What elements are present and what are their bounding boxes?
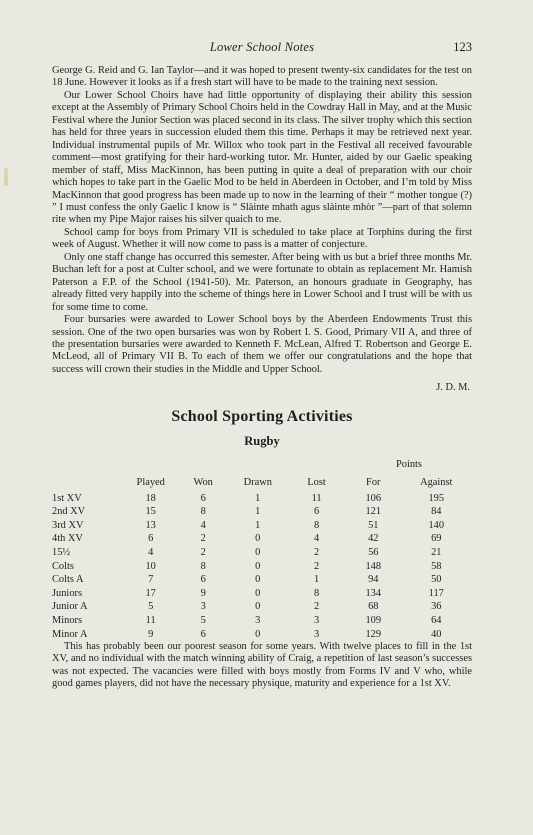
team-cell: Colts [52,560,74,572]
points-for-cell: 121 [365,506,382,518]
column-header: Lost [307,476,326,488]
won-cell: 3 [200,601,206,613]
column-header: Won [193,476,213,488]
column-header: Against [420,476,453,488]
played-cell: 10 [145,560,156,572]
points-against-cell: 58 [431,560,442,572]
team-cell: 1st XV [52,492,82,504]
table-row [52,505,472,519]
drawn-cell: 0 [255,628,261,640]
table-row [52,573,472,587]
points-against-cell: 36 [431,601,442,613]
table-row [52,586,472,600]
points-against-cell: 140 [428,519,445,531]
won-cell: 6 [200,628,206,640]
drawn-cell: 0 [255,574,261,586]
lost-cell: 4 [313,533,320,545]
won-cell: 8 [200,506,206,518]
column-header [52,473,123,491]
column-header: Drawn [243,476,272,488]
paragraph-choirs: Our Lower School Choirs have had little opportunity of displaying their ability this session except at the Assembly of Primary School Choirs held in the Cowdray Hall in May, and at the Music Festival where the Junior Section was placed second in its class. The silver trophy which this section has held for three years in succession eluded them this time. Perhaps it may be retrieved next year. Individual instrumental pupils of Mr. Willox who took part in the Festival all received favourable comment—most gratifying for their hard-working tutor. Mr. Hunter, aided by our Gaelic speaking member of staff, Miss MacKinnon, has been putting in quite a deal of preparation with our choir which hopes to take part in the Gaelic Mod to be held in Aberdeen in October, and I’m told by Miss MacKinnon that good progress has been made up to now in the learning of their “ mother tongue (?) ” I must confess the only Gaelic I know is “ Slàinte mhath agus slàinte mhòr ”—part of that solemn rite when my Pipe Major raises his silver quaich to me. [52,89,472,226]
table-header-row [52,473,472,491]
column-header: For [366,476,381,488]
lost-cell: 2 [313,560,320,572]
points-for-cell: 68 [368,601,379,613]
points-against-cell: 64 [431,614,442,626]
team-cell: Minors [52,614,83,626]
won-cell: 2 [200,547,206,558]
played-cell: 5 [148,601,154,613]
column-header: Played [136,476,165,488]
team-cell: 2nd XV [52,506,86,518]
table-row [52,532,472,546]
points-against-cell: 69 [431,533,442,545]
lost-cell: 3 [313,614,320,626]
points-against-cell: 117 [428,587,444,599]
drawn-cell: 0 [255,601,261,613]
won-cell: 8 [200,560,206,572]
running-head [52,40,472,58]
played-cell: 4 [148,547,154,558]
lost-cell: 1 [313,574,320,586]
team-cell: Minor A [52,628,88,640]
team-cell: 3rd XV [52,519,84,531]
table-row [52,559,472,573]
table-row [52,627,472,641]
points-against-cell: 84 [431,506,442,518]
author-signature: J. D. M. [436,382,470,394]
points-for-cell: 129 [365,628,382,640]
drawn-cell: 1 [255,506,261,518]
table-row [52,519,472,533]
won-cell: 5 [200,614,206,626]
paragraph-bursaries: Four bursaries were awarded to Lower School boys by the Aberdeen Endowments Trust this session. One of the two open bursaries was won by Robert I. S. Good, Primary VII A, and three of the presentation bursaries were awarded to Kenneth F. McLean, Alfred T. Robertson and George E. McLeod, all of Primary VII B. To each of them we offer our congratulations and the hope that success will crown their studies in the Middle and Upper School. [52,314,472,375]
points-against-cell: 21 [431,547,442,558]
team-cell: Colts A [52,574,84,586]
points-group-header: Points [395,458,422,470]
played-cell: 11 [145,614,156,626]
section-subtitle: Rugby [244,434,280,449]
points-for-cell: 148 [365,560,382,572]
points-for-cell: 51 [368,519,379,531]
lost-cell: 11 [311,492,322,504]
points-for-cell: 94 [368,574,379,586]
paragraph-reid-taylor: George G. Reid and G. Ian Taylor—and it was hoped to present twenty-six candidates for the test on 18 June. However it looks as if a fresh start will have to be made to the training next session. [52,65,472,89]
won-cell: 6 [200,574,206,586]
rugby-results-table [52,455,472,641]
drawn-cell: 3 [255,614,261,626]
running-head-title: Lower School Notes [209,40,315,54]
played-cell: 9 [148,628,154,640]
table-body [52,491,472,641]
won-cell: 2 [200,533,206,545]
table-row [52,491,472,505]
played-cell: 7 [148,574,154,586]
points-for-cell: 42 [368,533,379,545]
team-cell: Junior A [52,601,88,613]
document-page [52,40,472,691]
paragraph-staff-change: Only one staff change has occurred this semester. After being with us but a brief three months Mr. Buchan left for a post at Culter school, and we were fortunate to obtain as replacement Mr. Hamish Paterson a F.P. of the School (1941-50). Mr. Paterson, an honours graduate in Geography, has already fitted very happily into the scheme of things here in Lower School and I trust will be with us for some time to come. [52,251,472,313]
table-row [52,614,472,628]
section-title: School Sporting Activities [171,408,353,426]
won-cell: 4 [200,519,206,531]
points-for-cell: 56 [368,547,379,558]
paragraph-school-camp: School camp for boys from Primary VII is scheduled to take place at Torphins during the first week of August. Whether it will now come to pass is a matter of conjecture. [52,226,472,251]
paragraph-season-summary: This has probably been our poorest season for some years. With twelve places to fill in the 1st XV, and no individual with the match winning ability of Craig, a repetition of last season’s successes was not expected. The vacancies were filled with boys mostly from Forms IV and V who, while good games players, did not have the necessary physique, maturity and experience for a 1st XV. [52,640,472,690]
drawn-cell: 0 [255,560,261,572]
played-cell: 15 [145,506,156,518]
drawn-cell: 1 [255,519,261,531]
drawn-cell: 0 [255,547,261,558]
won-cell: 9 [200,587,206,599]
page-number: 123 [453,40,472,54]
played-cell: 18 [145,492,156,504]
won-cell: 6 [200,492,206,504]
drawn-cell: 1 [255,492,261,504]
lost-cell: 6 [313,506,320,518]
played-cell: 6 [148,533,154,545]
points-for-cell: 109 [365,614,382,626]
points-against-cell: 40 [431,628,442,640]
lost-cell: 2 [313,601,320,613]
points-for-cell: 134 [365,587,382,599]
table-row [52,600,472,614]
points-for-cell: 106 [365,492,382,504]
lost-cell: 8 [313,519,320,531]
lost-cell: 8 [313,587,320,599]
team-cell: 15½ [52,547,71,558]
lost-cell: 3 [313,628,320,640]
points-against-cell: 195 [428,492,445,504]
points-against-cell: 50 [431,574,442,586]
played-cell: 17 [145,587,156,599]
drawn-cell: 0 [255,587,261,599]
page-margin-stain [4,168,8,186]
played-cell: 13 [145,519,156,531]
drawn-cell: 0 [255,533,261,545]
team-cell: 4th XV [52,533,83,545]
team-cell: Juniors [52,587,83,599]
table-row [52,546,472,560]
lost-cell: 2 [313,547,320,558]
